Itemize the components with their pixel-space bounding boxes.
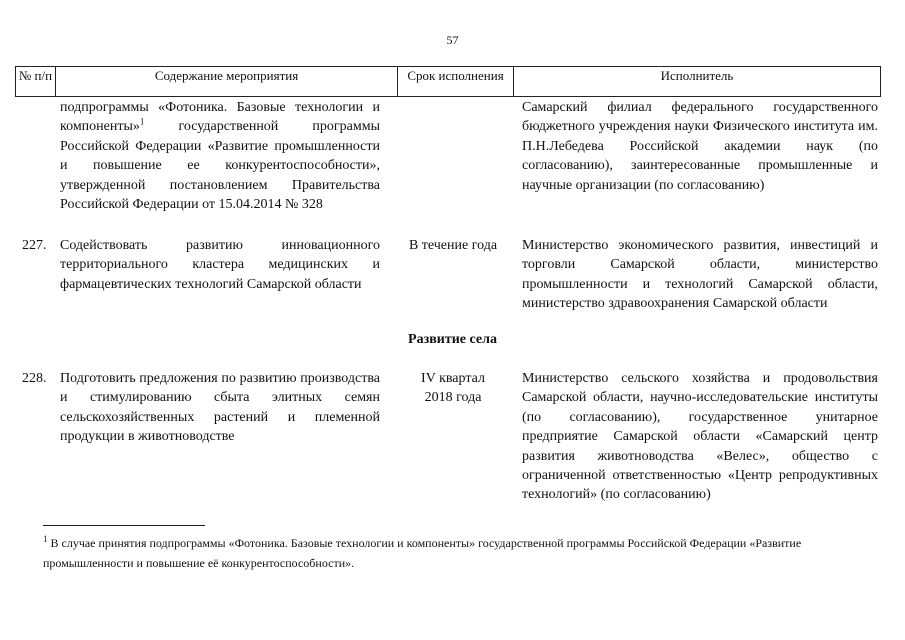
content-text: государственной программы Российской Федерации «Развитие промышленности и повышение ее конкурентоспособности», утвержденной постановлением Правительства Российской Федерации от 15.04.2014 № 328: [60, 119, 380, 213]
row-continued-content: [60, 98, 380, 214]
section-title: Развитие села: [408, 332, 497, 347]
row-228-executor: Министерство сельского хозяйства и продовольствия Самарской области, научно-исследовательские институты (по согласованию), государственное унитарное предприятие Самарской области «Самарский центр развития животноводства «Велес», общество с ограниченной ответственностью «Центр репродуктивных технологий» (по согласованию): [522, 371, 878, 503]
row-227-executor: Министерство экономического развития, инвестиций и торговли Самарской области, министерство промышленности и технологий Самарской области, министерство здравоохранения Самарской области: [522, 238, 878, 312]
footnote-reference: 1: [139, 116, 145, 127]
page-number: 57: [446, 33, 459, 47]
footnote-divider: [43, 525, 205, 526]
row-227-content: Содействовать развитию инновационного территориального кластера медицинских и фармацевтических технологий Самарской области: [60, 238, 380, 292]
row-228-content: Подготовить предложения по развитию производства и стимулированию сбыта элитных семян сельскохозяйственных растений и племенной продукции в животноводстве: [60, 371, 380, 445]
row-continued-executor: Самарский филиал федерального государственного бюджетного учреждения науки Физического института им. П.Н.Лебедева Российской академии наук (по согласованию), заинтересованные промышленные и научные организации (по согласованию): [522, 100, 878, 193]
footnote-mark: 1: [43, 534, 48, 544]
row-228-term: [400, 369, 506, 408]
header-number: № п/п: [16, 67, 56, 97]
term-line: 2018 года: [424, 390, 482, 406]
row-227-term: В течение года: [408, 238, 498, 253]
content-text: подпрограммы «Фотоника. Базовые технологии и компоненты»: [60, 100, 380, 135]
row-227-number: 227.: [22, 238, 47, 253]
term-line: IV квартал: [421, 371, 485, 386]
table-header: [15, 66, 881, 97]
header-executor: Исполнитель: [514, 67, 881, 97]
footnote: [43, 533, 863, 573]
header-term: Срок исполнения: [398, 67, 514, 97]
header-content: Содержание мероприятия: [56, 67, 398, 97]
row-228-number: 228.: [22, 371, 47, 386]
footnote-text: В случае принятия подпрограммы «Фотоника. Базовые технологии и компоненты» государственной программы Российской Федерации «Развитие промышленности и повышение её конкурентоспособности».: [43, 536, 802, 570]
